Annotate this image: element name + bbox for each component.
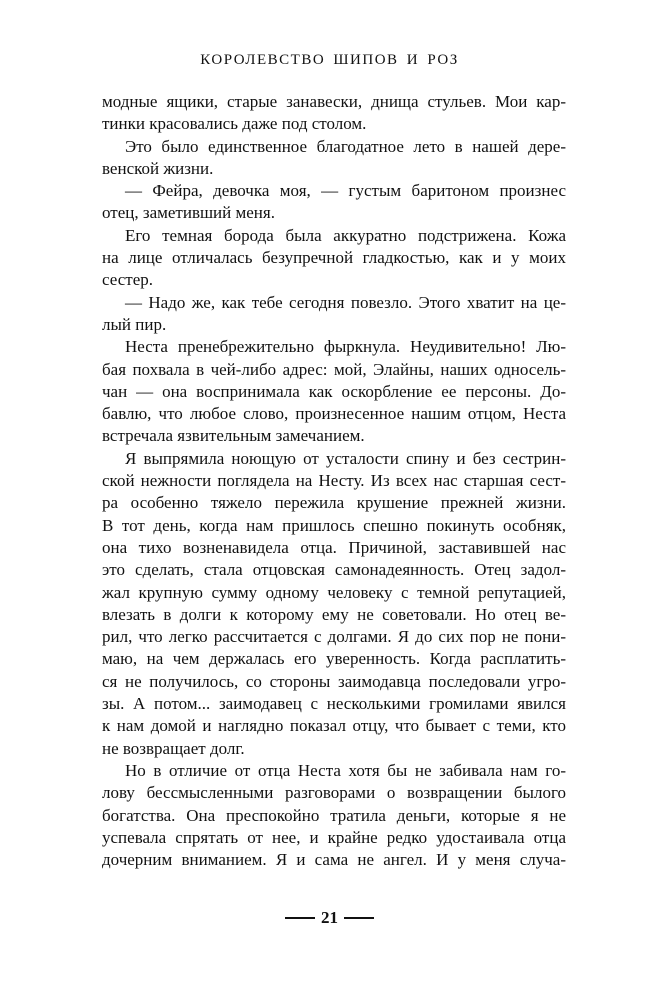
text-line: модные ящики, старые занавески, днища стульев. Мои кар- [102, 92, 566, 111]
text-line: встречала язвительным замечанием. [102, 426, 365, 446]
page-number: 21 [321, 908, 338, 927]
text-line: ся не получилось, со стороны заимодавца последовали угро- [102, 671, 566, 691]
text-line: успевала спрятать от нее, и крайне редко удостаивала отца [102, 827, 566, 847]
text-line: Неста пренебрежительно фыркнула. Неудивительно! Лю- [125, 337, 566, 357]
text-line: Я выпрямила ноющую от усталости спину и без сестрин- [125, 448, 566, 468]
page-number-footer [0, 908, 659, 928]
text-line: бавлю, что любое слово, произнесенное нашим отцом, Неста [102, 404, 566, 424]
text-line: В тот день, когда нам пришлось спешно покинуть особняк, [102, 515, 566, 535]
text-line: отец, заметивший меня. [102, 203, 275, 223]
text-line: Его темная борода была аккуратно подстрижена. Кожа [125, 225, 566, 245]
body-text [102, 91, 566, 871]
text-line: рил, что легко рассчитается с долгами. Я до сих пор не пони- [102, 627, 566, 647]
text-line: маю, на чем держалась его уверенность. Когда расплатить- [102, 649, 566, 669]
running-head: КОРОЛЕВСТВО ШИПОВ И РОЗ [200, 52, 459, 68]
text-line: лый пир. [102, 314, 167, 334]
text-line: богатства. Она преспокойно тратила деньги, которые я не [102, 805, 566, 825]
text-line: лову бессмысленными разговорами о возвращении былого [102, 783, 566, 803]
right-dash [344, 917, 374, 919]
text-line: ра особенно тяжело пережила крушение прежней жизни. [102, 493, 566, 513]
text-line: тинки красовались даже под столом. [102, 114, 367, 134]
text-line: к нам домой и наглядно показал отцу, что бывает с теми, кто [102, 716, 566, 736]
text-line: это сделать, стала отцовская самонадеянность. Отец задол- [102, 560, 566, 580]
text-line: зы. А потом... заимодавец с несколькими громилами явился [102, 694, 566, 714]
text-line: жал крупную сумму одному человеку с темной репутацией, [102, 582, 566, 602]
text-line: на лице отличалась безупречной гладкостью, как и у моих [102, 248, 566, 268]
text-line: влезать в долги к которому ему не советовали. Но отец ве- [102, 604, 566, 624]
text-line: чан — она воспринимала как оскорбление ее персоны. До- [102, 381, 566, 401]
text-line: — Фейра, девочка моя, — густым баритоном произнес [125, 181, 566, 201]
left-dash [285, 917, 315, 919]
text-line: — Надо же, как тебе сегодня повезло. Этого хватит на це- [125, 292, 566, 312]
text-line: венской жизни. [102, 158, 214, 178]
text-line: Это было единственное благодатное лето в нашей дере- [125, 136, 566, 156]
text-line: не возвращает долг. [102, 738, 245, 758]
text-line: сестер. [102, 270, 153, 290]
text-line: она тихо возненавидела отца. Причиной, заставившей нас [102, 537, 566, 557]
text-line: Но в отличие от отца Неста хотя бы не забивала нам го- [125, 760, 566, 780]
text-line: бая похвала в чей-либо адрес: мой, Элайны, наших односель- [102, 359, 566, 379]
text-line: ской нежности поглядела на Несту. Из всех нас старшая сест- [102, 471, 566, 491]
text-line: дочерним вниманием. Я и сама не ангел. И у меня случа- [102, 850, 566, 870]
